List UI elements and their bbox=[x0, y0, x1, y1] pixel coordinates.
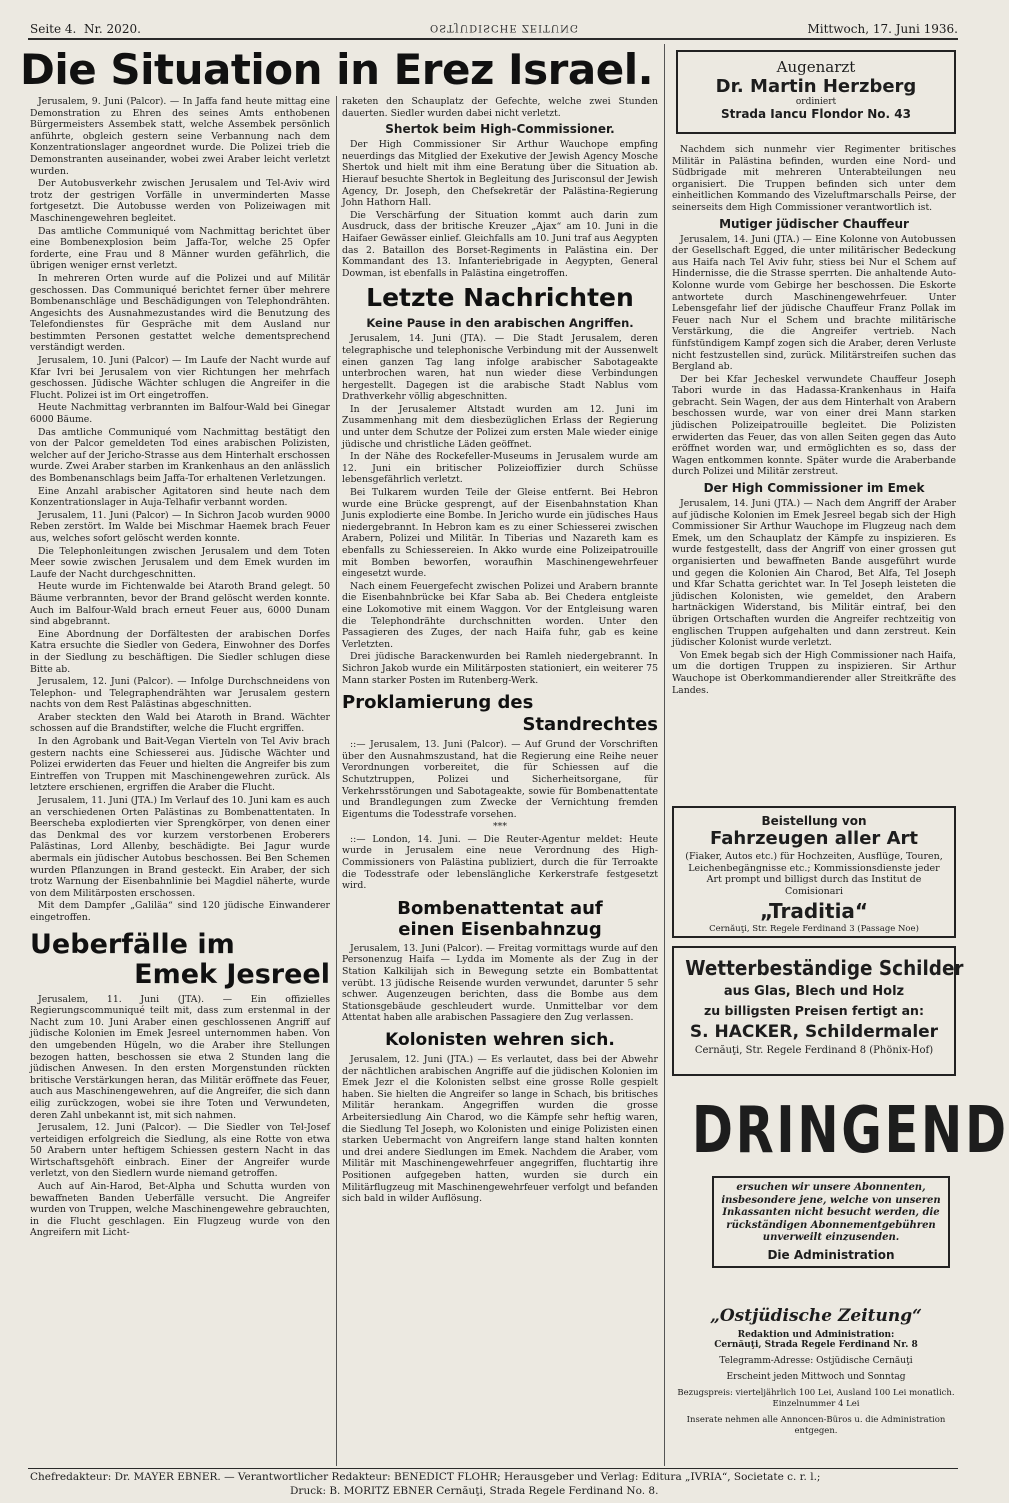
headline-bombenattentat-1: Bombenattentat auf bbox=[397, 897, 603, 919]
impressum-line: Bezugspreis: vierteljährlich 100 Lei, Ausland 100 Lei monatlich. Einzelnummer 4 Lei bbox=[677, 1388, 955, 1409]
ad-schilder-l3: zu billigsten Preisen fertigt an: bbox=[704, 1003, 924, 1018]
headline-bombenattentat-2: einen Eisenbahnzug bbox=[398, 918, 602, 940]
paragraph: Eine Anzahl arabischer Agitatoren sind heute nach dem Konzentrationslager in Auja-Telhafir verbannt worden. bbox=[30, 485, 330, 509]
paragraph: In den Agrobank und Bait-Vegan Vierteln von Tel Aviv brach gestern nachts eine Schiesserei aus. Jüdische Wächter und Polizei erwiderten das Feuer und hielten die Angreifer bis zum Eintreffen von Truppen mit Maschinengewehren zurück. Als letztere erschienen, ergriffen die Araber die Flucht. bbox=[30, 736, 330, 794]
paragraph: Die Verschärfung der Situation kommt auch darin zum Ausdruck, dass der britische Kreuzer „Ajax“ am 10. Juni in die Haifaer Gewässer einlief. Gleichfalls am 10. Juni traf aus Aegypten das 2. Bataillon des Borset-Regiments in Palästina ein. Der Kommandant des 13. Infanteriebrigade in Aegypten, General Dowman, ist ebenfalls in Palästina eingetroffen. bbox=[342, 209, 658, 279]
ad-dringend bbox=[672, 1086, 1009, 1296]
paragraph: Jerusalem, 14. Juni (JTA.) — Eine Kolonne von Autobussen der Gesellschaft Egged, die unter militärischer Bedeckung aus Haifa nach Tel Aviv fuhr, stiess bei Nur el Schem auf Hindernisse, die die Strasse sperrten. Die anhaltende Auto-Kolonne wurde vom Gebirge her beschossen. Die Eskorte antwortete durch Maschinengewehrfeuer. Unter Lebensgefahr lief der jüdische Chauffeur Franz Pollak im Feuer nach Nur el Schem und brachte militärische Verstärkung, die die Angreifer vertrieb. Nach fünfstündigem Kampf zogen sich die Araber, deren Verluste nicht festzustellen sind, zurück. Militärstreifen suchen das Bergland ab. bbox=[672, 233, 956, 373]
impressum-line: Cernăuţi, Strada Regele Ferdinand Nr. 8 bbox=[714, 1340, 918, 1350]
ad-dringend-box bbox=[712, 1176, 950, 1268]
paragraph: Die Telephonleitungen zwischen Jerusalem und dem Toten Meer sowie zwischen Jerusalem und dem Emek wurden im Laufe der Nacht durchgeschnitten. bbox=[30, 545, 330, 580]
paragraph: Drei jüdische Barackenwurden bei Ramleh niedergebrannt. In Sichron Jakob wurde ein Militärposten stationiert, ein weiterer 75 Mann starker Posten im Rutenberg-Werk. bbox=[342, 651, 658, 686]
paragraph: Jerusalem, 11. Juni (Palcor) — In Sichron Jacob wurden 9000 Reben zerstört. Im Walde bei Mischmar Haemek brach Feuer aus, welches sofort gelöscht werden konnte. bbox=[30, 509, 330, 544]
column-2 bbox=[342, 96, 658, 1466]
headline-emek-1: Ueberfälle im bbox=[30, 928, 235, 960]
impressum bbox=[676, 1306, 956, 1466]
paragraph: Heute Nachmittag verbrannten im Balfour-Wald bei Ginegar 6000 Bäume. bbox=[30, 402, 330, 426]
impressum-line: Erscheint jeden Mittwoch und Sonntag bbox=[726, 1372, 906, 1382]
paragraph: Eine Abordnung der Dorfältesten der arabischen Dorfes Katra ersuchte die Siedler von Gedera, Einwohner des Dorfes in der Siedlung zu beschäftigen. Die Siedler schlugen diese Bitte ab. bbox=[30, 628, 330, 675]
ad-augenarzt-name: Dr. Martin Herzberg bbox=[715, 76, 917, 97]
subheading-high-commissioner: Der High Commissioner im Emek bbox=[703, 481, 925, 496]
paragraph: raketen den Schauplatz der Gefechte, welche zwei Stunden dauerten. Siedler wurden dabei nicht verletzt. bbox=[342, 96, 658, 119]
paragraph: Heute wurde im Fichtenwalde bei Ataroth Brand gelegt. 50 Bäume verbrannten, bevor der Brand gelöscht werden konnte. Auch im Balfour-Wald brach erneut Feuer aus, 6000 Dunam sind abgebrannt. bbox=[30, 581, 330, 628]
paragraph: Jerusalem, 14. Juni (JTA). — Die Stadt Jerusalem, deren telegraphische und telephonische Verbindung mit der Aussenwelt einen ganzen Tag lang infolge arabischer Sabotageakte unterbrochen waren, hat nun wieder diese Verbindungen hergestellt. Dagegen ist die arabische Stadt Nablus vom Drathverkehr völlig abgeschnitten. bbox=[342, 333, 658, 403]
page-number: Seite 4. bbox=[30, 22, 77, 36]
ad-schilder-l5: Cernăuţi, Str. Regele Ferdinand 8 (Phönix-Hof) bbox=[694, 1045, 934, 1056]
ad-fahrzeuge-l2: Fahrzeugen aller Art bbox=[709, 828, 918, 849]
subheading-keine-pause: Keine Pause in den arabischen Angriffen. bbox=[366, 316, 634, 331]
paragraph: Jerusalem, 9. Juni (Palcor). — In Jaffa fand heute mittag eine Demonstration zu Ehren des seines Amts enthobenen Bürgermeisters Assembek statt, welche Assembek persönlich anführte, obgleich gestern seine Verbannung nach dem Konzentrationslager angeordnet wurde. Die Polizei trieb die Demonstranten auseinander, wobei zwei Araber leicht verletzt wurden. bbox=[30, 96, 330, 177]
paragraph: Jerusalem, 12. Juni (Palcor). — Die Siedler von Tel-Josef verteidigen erfolgreich die Siedlung, als eine Rotte von etwa 50 Arabern unter heftigem Schiessen gestern Nacht in das Wirtschaftsgehöft einbrach. Einer der Angreifer wurde verletzt, von den Siedlern wurde niemand getroffen. bbox=[30, 1122, 330, 1180]
paragraph: ::— Jerusalem, 13. Juni (Palcor). — Auf Grund der Vorschriften über den Ausnahmszustand, hat die Regierung eine Reihe neuer Verordnungen vorbereitet, die für Schiessen auf die Schutztruppen, Polizei und Sicherheitsorgane, für Verkehrsstörungen und Sabotageakte, sowie für Bombenattentate und Brandlegungen zum Zwecke der Vernichtung fremden Eigentums die Todesstrafe vorsehen. bbox=[342, 739, 658, 820]
paragraph: Jerusalem, 12. Juni (JTA.) — Es verlautet, dass bei der Abwehr der nächtlichen arabischen Angriffe auf die jüdischen Kolonien im Emek Jezr el die Kolonisten selbst eine grosse Rolle gespielt haben. Sie hielten die Angreifer so lange in Schach, bis britisches Militär herankam. Angegriffen wurden die grosse Arbeitersiedlung Ain Charod, wo die Kämpfe sehr heftig waren, die Siedlung Tel Joseph, wo Kolonisten und einige Polizisten einen starken Uebermacht von Angreifern lange stand halten konnten und drei andere Siedlungen im Emek. Nachdem die Araber, vom Militär mit Maschinengewehrfeuer angegriffen, fluchtartig ihre Positionen aufgegeben hatten, wurden sie durch ein Militärflugzeug mit Maschinengewehrfeuer verfolgt und befanden sich bald in wilder Auflösung. bbox=[342, 1054, 658, 1205]
paragraph: Jerusalem, 11. Juni (JTA.) Im Verlauf des 10. Juni kam es auch an verschiedenen Orten Palästinas zu Bombenattentaten. In Beerscheba explodierten vier Sprengkörper, von denen einer das Denkmal des vor kurzem verstorbenen Eroberers Palästinas, Lord Allenby, beschädigte. Bei Jagur wurde abermals ein jüdischer Autobus beschossen. Bei Ben Schemen wurden Pflanzungen in Brand gesteckt. Ein Araber, der sich trotz Warnung der Eisenbahnlinie bei Magdiel näherte, wurde von dem Militärposten erschossen. bbox=[30, 795, 330, 899]
headline-emek-2: Emek Jesreel bbox=[134, 958, 330, 990]
paragraph: Von Emek begab sich der High Commissioner nach Haifa, um die dortigen Truppen zu inspizieren. Sir Arthur Wauchope ist Oberkommandierender aller Streitkräfte des Landes. bbox=[672, 649, 956, 696]
issue-date: Mittwoch, 17. Juni 1936. bbox=[807, 22, 958, 36]
paragraph: Der High Commissioner Sir Arthur Wauchope empfing neuerdings das Mitglied der Exekutive der Jewish Agency Mosche Shertok und hielt mit ihm eine Beratung über die Situation ab. Hierauf besuchte Shertok in Begleitung des Jurisconsul der Jewish Agency, Dr. Joseph, den Chefsekretär der Palästina-Regierung John Hathorn Hall. bbox=[342, 139, 658, 209]
paragraph: Jerusalem, 10. Juni (Palcor) — Im Laufe der Nacht wurde auf Kfar Ivri bei Jerusalem von vier Richtungen her mehrfach geschossen. Jüdische Wächter schlugen die Angreifer in die Flucht. Polizei ist im Ort eingetroffen. bbox=[30, 355, 330, 401]
ad-fahrzeuge-l3: (Fiaker, Autos etc.) für Hochzeiten, Ausflüge, Touren, Leichenbegängnisse etc.; Kommissionsdienste jeder Art prompt und billigst durch das Institut de Comisionari bbox=[685, 851, 943, 897]
paragraph: Auch auf Ain-Harod, Bet-Alpha und Schutta wurden von bewaffneten Banden Ueberfälle versucht. Die Angreifer wurden von Truppen, welche Maschinengewehre gebrauchten, in die Flucht geschlagen. Ein Flugzeug wurde von den Angreifern mit Licht- bbox=[30, 1181, 330, 1239]
paragraph: In mehreren Orten wurde auf die Polizei und auf Militär geschossen. Das Communiqué berichtet ferner über mehrere Bombenanschläge und Beschädigungen von Telephondrähten. Angesichts des Ausnahmezustandes wird die Benutzung des Telefondienstes für Gespräche mit dem Ausland nur bestimmten Personen gestattet welche dementsprechend verständigt werden. bbox=[30, 272, 330, 354]
paragraph: Araber steckten den Wald bei Ataroth in Brand. Wächter schossen auf die Brandstifter, welche die Flucht ergriffen. bbox=[30, 711, 330, 735]
impressum-line: Telegramm-Adresse: Ostjüdische Cernăuţi bbox=[719, 1356, 913, 1366]
subheading-chauffeur: Mutiger jüdischer Chauffeur bbox=[719, 216, 909, 231]
paragraph: ::— London, 14. Juni. — Die Reuter-Agentur meldet: Heute wurde in Jerusalem eine neue Verordnung des High-Commissioners von Palästina publiziert, durch die für Terroakte die Todesstrafe oder lebenslängliche Kerkerstrafe festgesetzt wird. bbox=[342, 833, 658, 892]
paragraph: Bei Tulkarem wurden Teile der Gleise entfernt. Bei Hebron wurde eine Brücke gesprengt, auf der Eisenbahnstation Khan Junis explodierte eine Bombe. In Jericho wurde ein jüdisches Haus niedergebrannt. In Hebron kam es zu einer Schiesserei zwischen Arabern, Polizei und Militär. In Tiberias und Nazareth kam es ebenfalls zu Schiessereien. In Akko wurde eine Polizeipatrouille mit Bomben beworfen, woraufhin Maschinengewehrfeuer eingesetzt wurde. bbox=[342, 487, 658, 580]
paragraph: Das amtliche Communiqué vom Nachmittag bestätigt den von der Palcor gemeldeten Tod eines arabischen Polizisten, welcher auf der Jericho-Strasse aus dem Hinterhalt erschossen wurde. Zwei Araber starben im Krankenhaus an den anlässlich des Bombenanschlags beim Jaffa-Tor erhaltenen Verletzungen. bbox=[30, 426, 330, 484]
main-headline: Die Situation in Erez Israel. bbox=[20, 45, 654, 94]
footer-line-1: Chefredakteur: Dr. MAYER EBNER. — Verantwortlicher Redakteur: BENEDICT FLOHR; Herausgeber und Verlag: Editura „IVRIA“, Societate c. r. l.; bbox=[30, 1471, 821, 1483]
paragraph: Das amtliche Communiqué vom Nachmittag berichtet über eine Bombenexplosion beim Jaffa-Tor, welche 25 Opfer forderte, eine Frau und 8 Männer wurden gefährlich, die übrigen weniger ernst verletzt. bbox=[30, 225, 330, 272]
ad-schilder-l2: aus Glas, Blech und Holz bbox=[723, 984, 905, 999]
ad-fahrzeuge bbox=[672, 806, 956, 938]
paragraph: Der bei Kfar Jecheskel verwundete Chauffeur Joseph Tabori wurde in das Hadassa-Krankenhaus in Haifa gebracht. Sein Wagen, der aus dem Hinterhalt von Arabern beschossen wurde, war von einer drei Mann starken jüdischen Polizeipatrouille begleitet. Die Polizisten erwiderten das Feuer, das von allen Seiten gegen das Auto eröffnet worden war, und ermöglichten es so, dass der Wagen entkommen konnte. Später wurde die Araberbande durch Polizei und Militär zerstreut. bbox=[672, 373, 956, 478]
ad-augenarzt-ordiniert: ordiniert bbox=[795, 97, 837, 107]
paragraph: Der Autobusverkehr zwischen Jerusalem und Tel-Aviv wird trotz der gestrigen Vorfälle in unverminderten Masse fortgesetzt. Die Autobusse werden von Polizeiwagen mit Maschinengewehren begleitet. bbox=[30, 178, 330, 224]
ad-schilder-l4: S. HACKER, Schildermaler bbox=[689, 1022, 939, 1042]
paragraph: Mit dem Dampfer „Galiläa“ sind 120 jüdische Einwanderer eingetroffen. bbox=[30, 900, 330, 923]
headline-kolonisten: Kolonisten wehren sich. bbox=[385, 1030, 615, 1050]
ad-schilder bbox=[672, 946, 964, 1076]
ad-fahrzeuge-l1: Beistellung von bbox=[761, 814, 867, 828]
subheading-shertok: Shertok beim High-Commissioner. bbox=[385, 122, 615, 137]
ad-augenarzt-address: Strada Iancu Flondor No. 43 bbox=[721, 107, 911, 121]
headline-proklamierung-1: Proklamierung des bbox=[342, 692, 534, 714]
footer-line-2: Druck: B. MORITZ EBNER Cernăuţi, Strada Regele Ferdinand No. 8. bbox=[290, 1485, 659, 1497]
paragraph: Jerusalem, 13. Juni (Palcor). — Freitag vormittags wurde auf den Personenzug Haifa — Lydda im Momente als der Zug in der Station Kalkilijah sich in Bewegung setzte ein Bombattentat verübt. 13 jüdische Reisende wurden verwundet, darunter 5 sehr schwer. Augenzeugen berichten, dass die Bombe aus dem Stationsgebäude geschleudert wurde. Unmittelbar vor dem Attentat haben alle arabischen Passagiere den Zug verlassen. bbox=[342, 942, 658, 1024]
ad-fahrzeuge-l4: „Traditia“ bbox=[759, 899, 869, 923]
paragraph: In der Jerusalemer Altstadt wurden am 12. Juni im Zusammenhang mit dem diesbezüglichen Erlass der Regierung und unter dem Schutze der Polizei zum ersten Male wieder einige jüdische und christliche Läden geöffnet. bbox=[342, 403, 658, 450]
headline-proklamierung-2: Standrechtes bbox=[522, 714, 658, 736]
header-rule bbox=[28, 38, 958, 40]
ad-augenarzt bbox=[676, 50, 956, 134]
masthead: OSTJUDISCHE ZEITUNG bbox=[430, 22, 579, 33]
paragraph: Nach einem Feuergefecht zwischen Polizei und Arabern brannte die Eisenbahnbrücke bei Kfar Saba ab. Bei Chedera entgleiste eine Lokomotive mit einem Waggon. Vor der Entgleisung waren die Telephondrähte durchschnitten worden. Unter den Passagieren des Zuges, der nach Haifa fuhr, gab es keine Verletzten. bbox=[342, 580, 658, 650]
paragraph: Jerusalem, 12. Juni (Palcor). — Infolge Durchschneidens von Telephon- und Telegraphendrähten war Jerusalem gestern nachts von dem Rest Palästinas abgeschnitten. bbox=[30, 676, 330, 711]
ad-schilder-l1: Wetterbeständige Schilder bbox=[685, 956, 964, 980]
paragraph: Jerusalem, 11. Juni (JTA). — Ein offizielles Regierungscommuniqué teilt mit, dass zum erstenmal in der Nacht zum 10. Juni Araber einen geschlossenen Angriff auf jüdische Kolonien im Emek Jesreel unternommen haben. Von den umgebenden Hügeln, wo die Araber ihre Stellungen bezogen hatten, beschossen sie etwa 2 Stunden lang die jüdischen Anwesen. In den ersten Morgenstunden rückten britische Verstärkungen heran, das Militär eröffnete das Feuer, auch aus Maschinengewehren, auf die Angreifer, die sich dann eilig zurückzogen, wobei sie ihre Toten und Verwundeten, deren Zahl unbekannt ist, mit sich nahmen. bbox=[30, 993, 330, 1121]
ad-dringend-signature: Die Administration bbox=[767, 1247, 895, 1262]
ad-dringend-text: ersuchen wir unsere Abonnenten, insbesondere jene, welche von unseren Inkassanten nicht besucht werden, die rückständigen Abonnementgebühren unverweilt einzusenden. bbox=[721, 1182, 941, 1243]
paragraph: Jerusalem, 14. Juni (JTA.) — Nach dem Angriff der Araber auf jüdische Kolonien im Emek Jesreel begab sich der High Commissioner Sir Arthur Wauchope im Flugzeug nach dem Emek, um den Schauplatz der Kämpfe zu inspizieren. Es wurde festgestellt, dass der Angriff von einer grossen gut organisierten und bewaffneten Bande ausgeführt wurde und gegen die Kolonien Ain Charod, Bet Alfa, Tel Joseph und Kfar Schatta gerichtet war. In Tel Joseph leisteten die jüdischen Kolonisten, wie gemeldet, den Arabern hartnäckigen Widerstand, bis Militär eintraf, bei den übrigen Ortschaften wurden die Angreifer rechtzeitig von englischen Truppen aufgehalten und dann zerstreut. Kein jüdischer Kolonist wurde verletzt. bbox=[672, 498, 956, 649]
impressum-line: Redaktion und Administration: bbox=[737, 1330, 895, 1340]
impressum-title: „Ostjüdische Zeitung“ bbox=[710, 1306, 922, 1326]
column-1 bbox=[30, 96, 330, 1466]
column-rule-1 bbox=[336, 96, 337, 1466]
separator-stars: *** bbox=[493, 821, 507, 833]
paragraph: Nachdem sich nunmehr vier Regimenter britisches Militär in Palästina befinden, wurden eine Nord- und Südbrigade mit mehreren Unterabteilungen neu organisiert. Die Truppen befinden sich unter dem einheitlichen Kommando des Vizeluftmarschalls Peirse, der seinerseits dem High Commissioner verantwortlich ist. bbox=[672, 144, 956, 213]
column-rule-2 bbox=[664, 44, 665, 1466]
headline-letzte-nachrichten: Letzte Nachrichten bbox=[366, 283, 634, 313]
paragraph: In der Nähe des Rockefeller-Museums in Jerusalem wurde am 12. Juni ein britischer Polizeioffizier durch Schüsse lebensgefährlich verletzt. bbox=[342, 451, 658, 486]
issue-number: Nr. 2020. bbox=[84, 22, 141, 36]
footer-rule bbox=[28, 1468, 958, 1469]
ad-dringend-big: DRINGEND bbox=[691, 1094, 1009, 1168]
column-3 bbox=[672, 144, 956, 794]
ad-augenarzt-title: Augenarzt bbox=[776, 58, 856, 76]
ad-fahrzeuge-l5: Cernăuţi, Str. Regele Ferdinand 3 (Passage Noe) bbox=[709, 924, 919, 934]
impressum-line: Inserate nehmen alle Annoncen-Büros u. die Administration entgegen. bbox=[686, 1415, 946, 1436]
